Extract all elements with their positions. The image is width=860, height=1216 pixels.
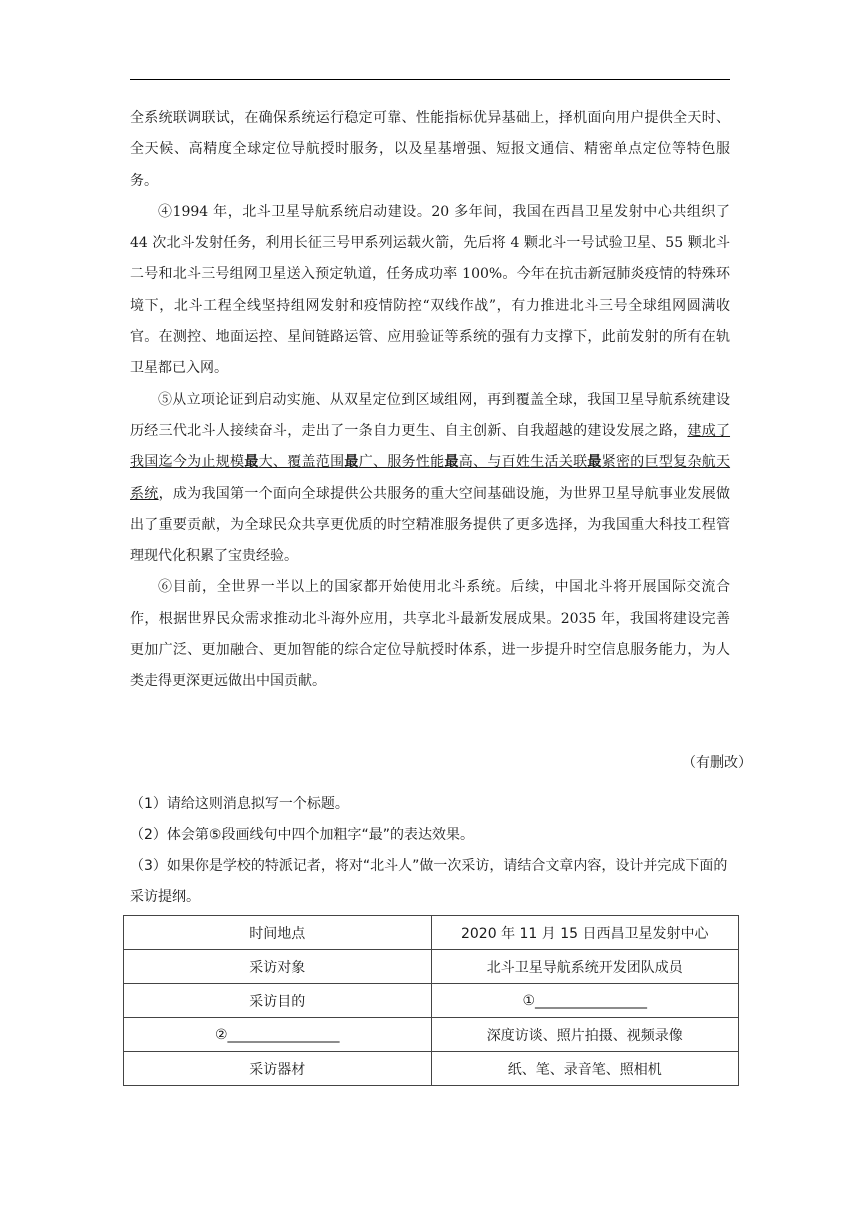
table-cell: 纸、笔、录音笔、照相机 [431,1052,739,1086]
table-cell: 采访器材 [124,1052,432,1086]
article-body [130,103,730,698]
bold-zui-2: 最 [344,454,359,471]
question-2: （2）体会第⑤段画线句中四个加粗字“最”的表达效果。 [130,827,474,843]
table-row [124,984,739,1018]
blank-field-1[interactable]: ①________________ [431,984,739,1018]
paragraph-5 [130,385,730,573]
table-cell: 时间地点 [124,916,432,950]
table-cell: 2020 年 11 月 15 日西昌卫星发射中心 [431,916,739,950]
bold-zui-1: 最 [244,454,259,471]
bold-zui-3: 最 [444,454,459,471]
question-list [130,789,730,913]
table-cell: 采访目的 [124,984,432,1018]
table-cell: 深度访谈、照片拍摄、视频录像 [431,1018,739,1052]
question-1: （1）请给这则消息拟写一个标题。 [130,796,349,812]
source-note: （有删改） [682,755,752,771]
bold-zui-4: 最 [587,454,602,471]
table-cell: 采访对象 [124,950,432,984]
table-row [124,916,739,950]
paragraph-continued: 全系统联调联试，在确保系统运行稳定可靠、性能指标优异基础上，择机面向用户提供全天时、全天候、高精度全球定位导航授时服务，以及星基增强、短报文通信、精密单点定位等特色服务。 [130,110,730,189]
question-3: （3）如果你是学校的特派记者，将对“北斗人”做一次采访，请结合文章内容，设计并完成下面的采访提纲。 [130,858,728,905]
table-row [124,950,739,984]
underlined-sentence: 建成了我国迄今为止规模最大、覆盖范围最广、服务性能最高、与百姓生活关联最紧密的巨型复杂航天系统 [130,422,731,502]
table-cell: 北斗卫星导航系统开发团队成员 [431,950,739,984]
p5-intro: ⑤从立项论证到启动实施、从双星定位到区域组网，再到覆盖全球，我国卫星导航系统建设历经三代北斗人接续奋斗，走出了一条自力更生、自主创新、自我超越的建设发展之路， [130,391,730,439]
table-row [124,1018,739,1052]
blank-field-2[interactable]: ②________________ [124,1018,432,1052]
paragraph-6: ⑥目前，全世界一半以上的国家都开始使用北斗系统。后续，中国北斗将开展国际交流合作，根据世界民众需求推动北斗海外应用，共享北斗最新发展成果。2035 年，我国将建设完善更加广泛、更加融合、更加智能的综合定位导航授时体系，进一步提升时空信息服务能力，为人类走得更深更远做出中国贡献。 [130,579,730,690]
p5-outro: ，成为我国第一个面向全球提供公共服务的重大空间基础设施，为世界卫星导航事业发展做出了重要贡献，为全球民众共享更优质的时空精准服务提供了更多选择，为我国重大科技工程管理现代化积累了宝贵经验。 [130,485,731,565]
paragraph-4: ④1994 年，北斗卫星导航系统启动建设。20 多年间，我国在西昌卫星发射中心共组织了 44 次北斗发射任务，利用长征三号甲系列运载火箭，先后将 4 颗北斗一号试验卫星、55 颗北斗二号和北斗三号组网卫星送入预定轨道，任务成功率 100%。今年在抗击新冠肺炎疫情的特殊环境下，北斗工程全线坚持组网发射和疫情防控“双线作战”，有力推进北斗三号全球组网圆满收官。在测控、地面运控、星间链路运管、应用验证等系统的强有力支撑下，此前发射的所有在轨卫星都已入网。 [130,203,730,377]
table-row [124,1052,739,1086]
interview-outline-table [123,915,739,1086]
header-rule [130,79,730,80]
